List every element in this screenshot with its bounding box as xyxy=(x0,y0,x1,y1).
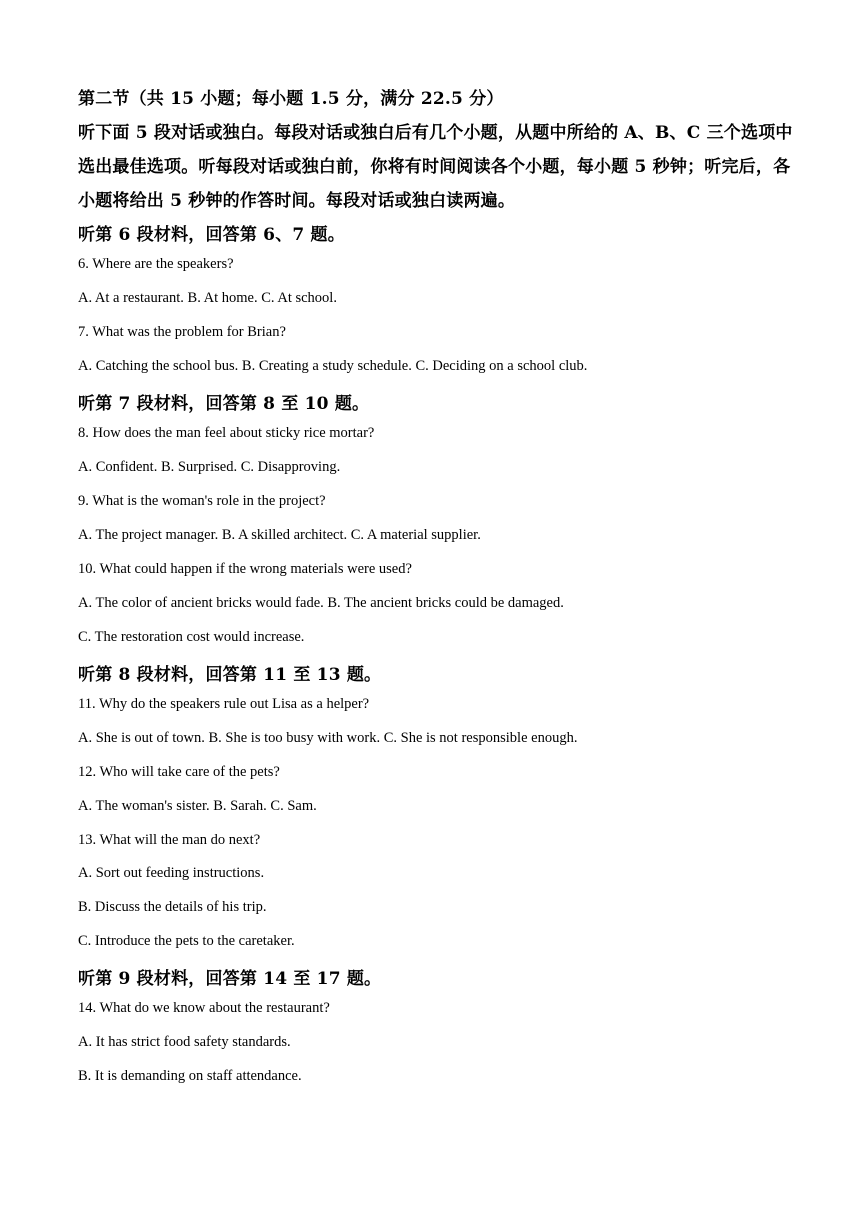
question-text: 8. How does the man feel about sticky rice mortar? xyxy=(78,425,375,441)
answer-options: A. Catching the school bus. B. Creating a study schedule. C. Deciding on a school club. xyxy=(78,358,588,374)
question-text: 13. What will the man do next? xyxy=(78,832,261,848)
answer-options: A. The project manager. B. A skilled architect. C. A material supplier. xyxy=(78,527,481,543)
answer-options: C. The restoration cost would increase. xyxy=(78,629,305,645)
answer-option: A. Sort out feeding instructions. xyxy=(78,865,265,881)
section-heading: 听第 8 段材料，回答第 11 至 13 题。 xyxy=(78,665,382,685)
answer-options: A. The woman's sister. B. Sarah. C. Sam. xyxy=(78,798,317,814)
section-heading: 听第 9 段材料，回答第 14 至 17 题。 xyxy=(78,969,382,989)
question-text: 7. What was the problem for Brian? xyxy=(78,324,286,340)
instruction-line: 听下面 5 段对话或独白。每段对话或独白后有几个小题，从题中所给的 A、B、C 三个选项中 xyxy=(78,123,793,143)
answer-options: A. The color of ancient bricks would fade. B. The ancient bricks could be damaged. xyxy=(78,595,564,611)
answer-option: A. It has strict food safety standards. xyxy=(78,1034,291,1050)
question-text: 6. Where are the speakers? xyxy=(78,256,234,272)
answer-options: A. Confident. B. Surprised. C. Disapproving. xyxy=(78,459,341,475)
section-title: 第二节（共 15 小题；每小题 1.5 分，满分 22.5 分） xyxy=(78,89,504,109)
section-heading: 听第 7 段材料，回答第 8 至 10 题。 xyxy=(78,394,370,414)
answer-options: A. She is out of town. B. She is too busy with work. C. She is not responsible enough. xyxy=(78,730,578,746)
answer-option: B. Discuss the details of his trip. xyxy=(78,899,267,915)
question-text: 12. Who will take care of the pets? xyxy=(78,764,280,780)
answer-option: C. Introduce the pets to the caretaker. xyxy=(78,933,295,949)
answer-option: B. It is demanding on staff attendance. xyxy=(78,1068,302,1084)
instruction-line: 小题将给出 5 秒钟的作答时间。每段对话或独白读两遍。 xyxy=(78,191,516,211)
question-text: 14. What do we know about the restaurant? xyxy=(78,1000,330,1016)
instruction-line: 选出最佳选项。听每段对话或独白前，你将有时间阅读各个小题，每小题 5 秒钟；听完后，各 xyxy=(78,157,791,177)
question-text: 9. What is the woman's role in the project? xyxy=(78,493,326,509)
answer-options: A. At a restaurant. B. At home. C. At school. xyxy=(78,290,337,306)
question-text: 10. What could happen if the wrong materials were used? xyxy=(78,561,412,577)
section-heading: 听第 6 段材料，回答第 6、7 题。 xyxy=(78,225,345,245)
question-text: 11. Why do the speakers rule out Lisa as a helper? xyxy=(78,696,370,712)
